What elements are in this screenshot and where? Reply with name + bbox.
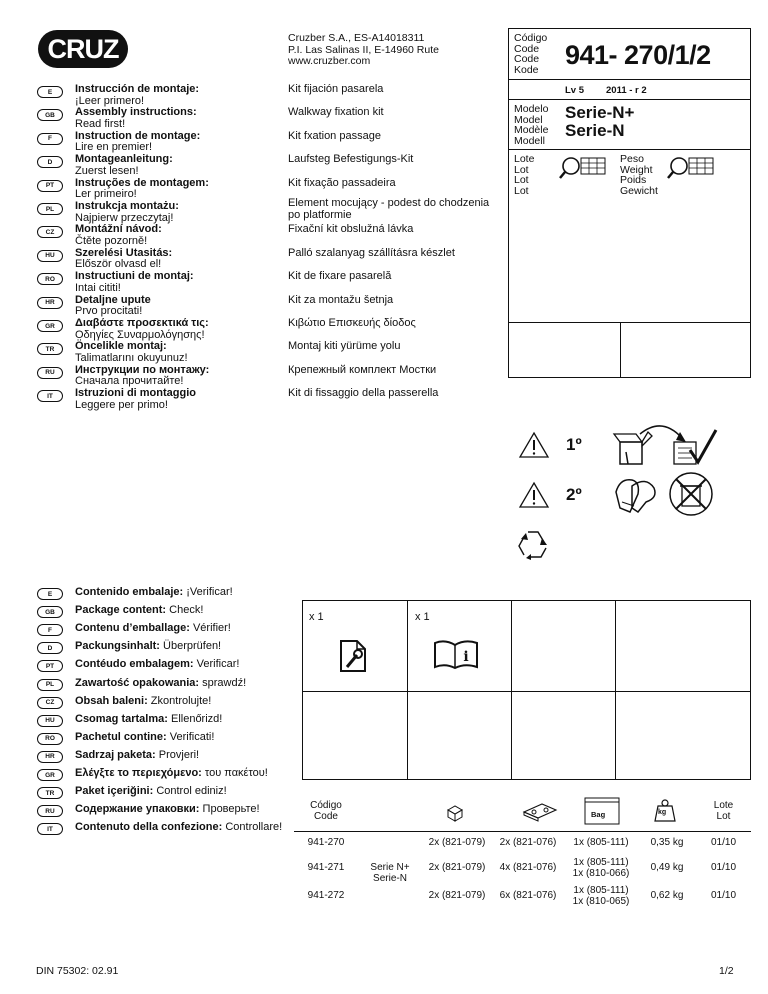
warning-triangle-icon [519,482,549,508]
product-code: 941- 270/1/2 [565,40,711,70]
weight-labels: Peso Weight Poids Gewicht [620,153,658,197]
table-cell-code: 941-271 [307,862,345,873]
table-cell-c2: 2x (821-076) [499,837,557,848]
kit-description: Kit fijación pasarela [288,83,384,95]
instruction-subtitle: Čtěte pozorně! [75,234,148,247]
level: Lv 5 [565,85,585,96]
instruction-title: Instructiuni de montaj: [75,270,194,283]
table-cell-c1: 2x (821-079) [428,890,486,901]
instruction-title: Instruction de montage: [75,129,201,142]
kit-description: Walkway fixation kit [288,106,384,119]
instruction-subtitle: Lire en premier! [75,141,153,154]
table-cell-c1: 2x (821-079) [428,837,486,848]
language-badge: GR [37,320,63,332]
page-number: 1/2 [719,965,734,977]
language-badge: TR [37,787,63,799]
company-street: P.I. Las Salinas II, E-14960 Rute [288,43,439,56]
warning-triangle-icon [519,432,549,458]
language-badge: RO [37,733,63,745]
instruction-text [75,178,209,201]
kit-description: Kit de fixare pasarelă [288,270,392,283]
instruction-subtitle: Сначала прочитайте! [75,375,184,388]
language-badge: RU [37,367,63,379]
package-check-text: Sadrzaj paketa: Provjeri! [75,748,200,761]
package-content-grid [302,600,751,780]
package-check-text: Package content: Check! [75,604,204,617]
instruction-subtitle: Οδηγίες Συναρμολόγησης! [75,328,205,341]
instruction-title: Istruzioni di montaggio [75,387,196,400]
no-trash-icon [666,470,716,518]
language-badge: HU [37,715,63,727]
header-lot: Lote Lot [713,799,734,822]
instruction-title: Διαβάστε προσεκτικά τις: [75,317,209,329]
din-norm: DIN 75302: 02.91 [36,965,119,977]
language-badge: CZ [37,697,63,709]
instruction-text [75,295,151,318]
package-check-text: Csomag tartalma: Ellenőrizd! [75,712,223,725]
package-check-text: Contenuto della confezione: Controllare! [75,821,283,834]
package-check-text: Contenido embalaje: ¡Verificar! [75,586,233,598]
kit-description: Κιβώτιο Επισκευής δίοδος [288,317,416,329]
package-check-text: Obsah baleni: Zkontrolujte! [75,694,212,707]
instruction-subtitle: Zuerst lesen! [75,164,139,177]
model-labels: Modelo Model Modèle Modell [514,103,549,147]
instruction-title: Montageanleitung: [75,153,173,166]
recycle-icon [516,528,550,560]
fixing-plate-icon [522,800,558,822]
info-book-icon [433,639,479,669]
language-badge: PT [37,180,63,192]
step-one-label: 1º [566,435,582,454]
package-check-text: Contéudo embalagem: Verificar! [75,658,240,671]
step-two-label: 2º [566,485,582,504]
table-cell-lot: 01/10 [710,890,737,901]
instruction-subtitle: ¡Leer primero! [75,94,145,107]
item-quantity: x 1 [309,611,324,623]
instruction-text [75,84,199,107]
instruction-title: Инструкции по монтажу: [75,363,210,376]
instruction-title: Instruções de montagem: [75,176,209,189]
instruction-subtitle: Intai cititi! [75,281,121,294]
cruz-logo: CRUZ [38,30,128,68]
instruction-text [75,318,209,341]
kit-description: Kit fixação passadeira [288,176,396,189]
instruction-text [75,388,196,411]
instruction-subtitle: Read first! [75,117,126,130]
language-badge: HR [37,297,63,309]
table-cell-c1: 2x (821-079) [428,862,486,873]
instruction-subtitle: Először olvasd el! [75,258,162,271]
small-bracket-icon [444,802,466,822]
table-cell-lot: 01/10 [710,862,737,873]
table-cell-weight: 0,35 kg [650,837,684,848]
model-values: Serie-N+ Serie-N [565,103,635,140]
table-cell-bag: 1x (805-111) 1x (810-065) [572,884,630,907]
instruction-text [75,224,162,247]
package-check-text: Ελέγξτε το περιεχόμενο: του πακέτου! [75,767,268,779]
package-check-text: Contenu d’emballage: Vérifier! [75,622,231,635]
language-badge: PT [37,660,63,672]
model-cell: Serie N+ Serie-N [370,861,410,884]
instruction-subtitle: Talimatlarını okuyunuz! [75,351,188,364]
language-badge: CZ [37,226,63,238]
language-badge: GR [37,769,63,781]
gloves-icon [610,472,660,518]
instruction-title: Szerelési Utasitás: [75,246,173,259]
table-cell-weight: 0,49 kg [650,862,684,873]
language-badge: IT [37,390,63,402]
instruction-text [75,131,200,154]
language-badge: F [37,133,63,145]
kit-description: Крепежный комплект Мостки [288,363,437,376]
language-badge: TR [37,343,63,355]
company-address [288,33,439,68]
lot-labels: Lote Lot Lot Lot [514,153,535,197]
table-cell-bag: 1x (805-111) [573,837,629,848]
language-badge: IT [37,823,63,835]
instruction-text [75,201,179,224]
table-cell-c2: 4x (821-076) [499,862,557,873]
kit-description: Kit za montažu šetnja [288,293,394,306]
package-check-text: Zawartość opakowania: sprawdź! [75,676,247,689]
package-check-text: Содержание упаковки: Проверьте! [75,803,260,816]
kit-description: Kit fxation passage [288,129,381,142]
language-badge: D [37,642,63,654]
instruction-title: Detaljne upute [75,293,151,306]
instruction-text [75,271,194,294]
kit-description: Palló szalanyag szállításra készlet [288,246,455,259]
product-table [294,790,751,914]
package-check-text: Packungsinhalt: Überprüfen! [75,640,222,653]
instruction-text [75,107,197,130]
language-badge: GB [37,606,63,618]
table-cell-code: 941-270 [307,837,345,848]
kit-description: Fixační kit obslužná lávka [288,223,414,236]
language-badge: RU [37,805,63,817]
language-badge: E [37,588,63,600]
unpack-and-check-icon [612,420,722,470]
instruction-subtitle: Leggere per primo! [75,398,168,411]
svg-text:i: i [463,649,469,665]
instruction-title: Assembly instructions: [75,106,197,119]
instruction-subtitle: Prvo procitati! [75,305,143,318]
product-code-box [508,28,751,378]
revision-date: 2011 - r 2 [606,85,647,96]
language-badge: F [37,624,63,636]
kit-description: Montaj kiti yürüme yolu [288,340,401,353]
instruction-subtitle: Ler primeiro! [75,188,137,201]
header-code: Código Code [310,799,342,822]
table-cell-bag: 1x (805-111) 1x (810-066) [572,856,630,879]
kit-description: Kit di fissaggio della passerella [288,387,439,400]
magnifier-grid-icon [667,153,723,183]
instruction-title: Öncelikle montaj: [75,340,167,353]
table-cell-lot: 01/10 [710,837,737,848]
table-cell-c2: 6x (821-076) [499,890,557,901]
instruction-text [75,365,209,388]
kit-description: Element mocujący - podest do chodzenia po platformie [288,197,490,221]
kg-label: kg [658,809,667,816]
instruction-title: Montážní návod: [75,223,162,236]
instruction-title: Instrukcja montażu: [75,200,179,212]
language-badge: E [37,86,63,98]
instruction-text [75,341,188,364]
company-website: www.cruzber.com [288,55,371,67]
item-quantity: x 1 [415,611,430,623]
language-badge: PL [37,203,63,215]
package-check-text: Paket içeriğini: Control ediniz! [75,785,227,798]
bag-label: Bag [591,810,606,819]
code-labels: Código Code Code Kode [514,32,548,76]
language-badge: GB [37,109,63,121]
company-name: Cruzber S.A., ES-A14018311 [288,32,425,44]
language-badge: HU [37,250,63,262]
magnifier-grid-icon [559,153,615,183]
language-badge: D [37,156,63,168]
language-badge: PL [37,679,63,691]
package-check-text: Pachetul contine: Verificati! [75,730,215,743]
instruction-subtitle: Najpierw przeczytaj! [75,211,174,224]
instruction-title: Instrucción de montaje: [75,83,200,95]
table-cell-weight: 0,62 kg [650,890,684,901]
wrench-document-icon [335,639,369,673]
instruction-text [75,248,172,271]
language-badge: HR [37,751,63,763]
kit-description: Laufsteg Befestigungs-Kit [288,153,414,166]
language-badge: RO [37,273,63,285]
instruction-text [75,154,173,177]
table-cell-code: 941-272 [307,890,345,901]
